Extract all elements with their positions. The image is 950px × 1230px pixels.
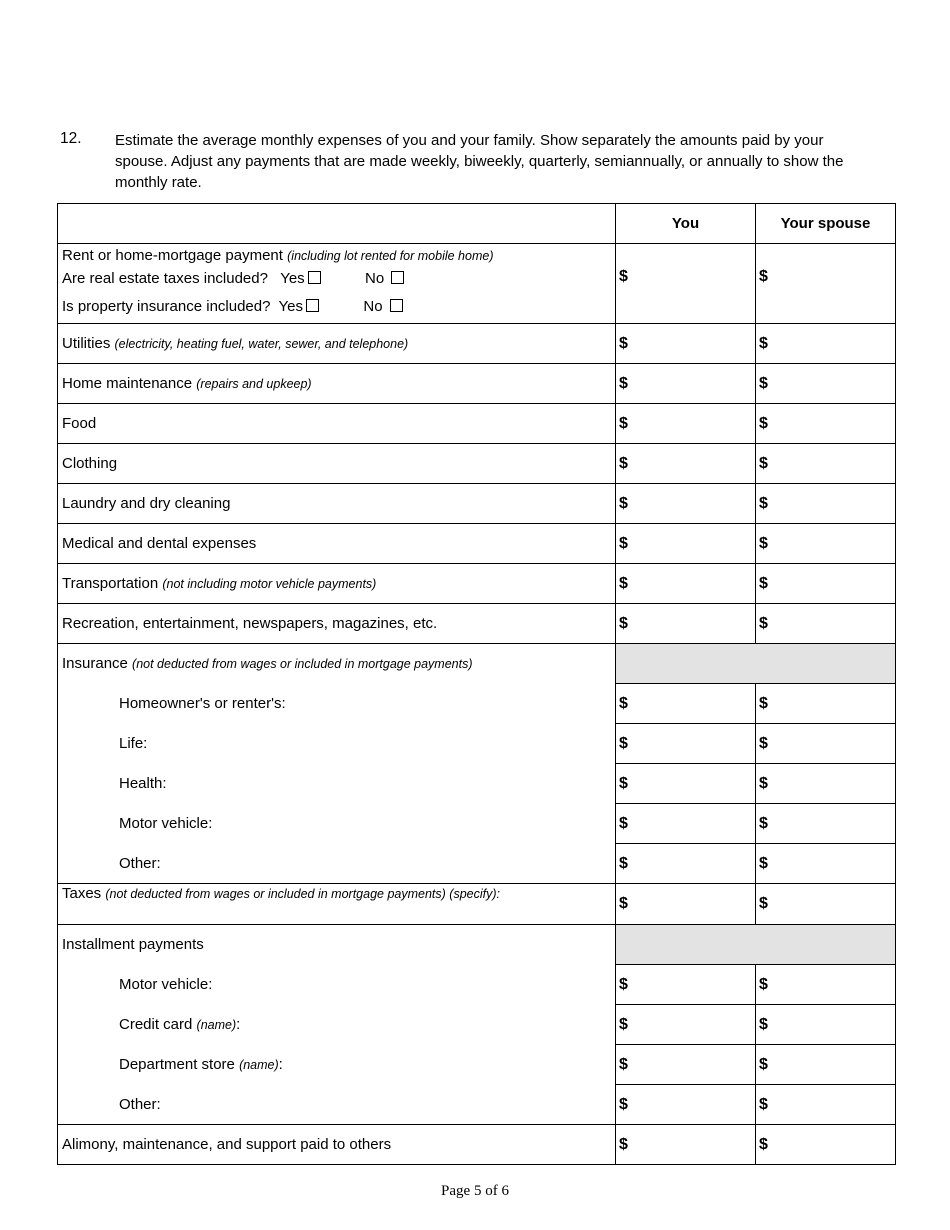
- insurance-no-label: No: [363, 298, 383, 315]
- installment-other-label: Other:: [58, 1085, 616, 1125]
- clothing-spouse-field[interactable]: $: [756, 444, 896, 484]
- taxes-no-label: No: [365, 270, 385, 287]
- table-row: [58, 884, 896, 925]
- alimony-label: Alimony, maintenance, and support paid to others: [58, 1125, 616, 1165]
- insurance-other-label: Other:: [58, 844, 616, 884]
- laundry-you-field[interactable]: $: [616, 484, 756, 524]
- installment-other-spouse-field[interactable]: $: [756, 1085, 896, 1125]
- insurance-shaded-cell: [616, 644, 896, 684]
- installment-motor-vehicle-label: Motor vehicle:: [58, 965, 616, 1005]
- header-row: [58, 204, 896, 244]
- table-row: [58, 364, 896, 404]
- insurance-life-you-field[interactable]: $: [616, 724, 756, 764]
- transportation-spouse-field[interactable]: $: [756, 564, 896, 604]
- table-row: [58, 844, 896, 884]
- medical-label: Medical and dental expenses: [58, 524, 616, 564]
- rent-note: (including lot rented for mobile home): [287, 249, 494, 263]
- clothing-you-field[interactable]: $: [616, 444, 756, 484]
- table-row: [58, 684, 896, 724]
- home-maintenance-label: Home maintenance: [62, 375, 193, 392]
- insurance-health-label: Health:: [58, 764, 616, 804]
- home-maintenance-you-field[interactable]: $: [616, 364, 756, 404]
- food-label: Food: [58, 404, 616, 444]
- recreation-spouse-field[interactable]: $: [756, 604, 896, 644]
- header-you: You: [616, 204, 756, 244]
- medical-spouse-field[interactable]: $: [756, 524, 896, 564]
- insurance-yes-label: Yes: [278, 298, 304, 315]
- credit-card-label: Credit card: [119, 1016, 193, 1033]
- department-store-name-note: (name): [239, 1058, 279, 1072]
- transportation-note: (not including motor vehicle payments): [162, 577, 377, 591]
- alimony-spouse-field[interactable]: $: [756, 1125, 896, 1165]
- credit-card-name-note: (name): [196, 1018, 237, 1032]
- installment-label: Installment payments: [58, 925, 616, 965]
- insurance-homeowner-spouse-field[interactable]: $: [756, 684, 896, 724]
- insurance-health-you-field[interactable]: $: [616, 764, 756, 804]
- insurance-no-checkbox[interactable]: [390, 299, 403, 312]
- taxes-no-checkbox[interactable]: [391, 271, 404, 284]
- question-text: Estimate the average monthly expenses of you and your family. Show separately the amounts paid by your spouse. Adjust any payments that are made weekly, biweekly, quarterly, semiannually, or annually to show the monthly rate.: [115, 132, 844, 191]
- installment-credit-card-you-field[interactable]: $: [616, 1005, 756, 1045]
- taxes-you-field[interactable]: $: [616, 884, 756, 925]
- utilities-label-cell: [58, 324, 616, 364]
- taxes-label-cell: [58, 884, 616, 925]
- taxes-note: (not deducted from wages or included in mortgage payments) (specify):: [105, 887, 500, 901]
- rent-spouse-field[interactable]: $: [756, 244, 896, 324]
- table-row: [58, 244, 896, 324]
- table-row: [58, 564, 896, 604]
- insurance-motor-vehicle-label: Motor vehicle:: [58, 804, 616, 844]
- installment-shaded-cell: [616, 925, 896, 965]
- home-maintenance-label-cell: [58, 364, 616, 404]
- food-spouse-field[interactable]: $: [756, 404, 896, 444]
- insurance-motor-vehicle-you-field[interactable]: $: [616, 804, 756, 844]
- insurance-life-spouse-field[interactable]: $: [756, 724, 896, 764]
- medical-you-field[interactable]: $: [616, 524, 756, 564]
- insurance-homeowner-you-field[interactable]: $: [616, 684, 756, 724]
- installment-department-store-label-cell: [58, 1045, 616, 1085]
- table-row: [58, 324, 896, 364]
- table-row: [58, 404, 896, 444]
- laundry-label: Laundry and dry cleaning: [58, 484, 616, 524]
- table-row: [58, 804, 896, 844]
- alimony-you-field[interactable]: $: [616, 1125, 756, 1165]
- clothing-label: Clothing: [58, 444, 616, 484]
- taxes-spouse-field[interactable]: $: [756, 884, 896, 925]
- insurance-included-question: Is property insurance included?: [62, 298, 271, 315]
- installment-motor-vehicle-spouse-field[interactable]: $: [756, 965, 896, 1005]
- laundry-spouse-field[interactable]: $: [756, 484, 896, 524]
- home-maintenance-note: (repairs and upkeep): [196, 377, 312, 391]
- table-row: [58, 604, 896, 644]
- home-maintenance-spouse-field[interactable]: $: [756, 364, 896, 404]
- credit-card-colon: :: [236, 1016, 241, 1033]
- table-row: [58, 1045, 896, 1085]
- table-row: [58, 444, 896, 484]
- insurance-life-label: Life:: [58, 724, 616, 764]
- utilities-spouse-field[interactable]: $: [756, 324, 896, 364]
- utilities-you-field[interactable]: $: [616, 324, 756, 364]
- insurance-other-you-field[interactable]: $: [616, 844, 756, 884]
- food-you-field[interactable]: $: [616, 404, 756, 444]
- insurance-homeowner-label: Homeowner's or renter's:: [58, 684, 616, 724]
- installment-motor-vehicle-you-field[interactable]: $: [616, 965, 756, 1005]
- table-row: [58, 925, 896, 965]
- insurance-note: (not deducted from wages or included in mortgage payments): [132, 657, 473, 672]
- insurance-yes-checkbox[interactable]: [306, 299, 319, 312]
- department-store-colon: :: [278, 1056, 283, 1073]
- rent-label: Rent or home-mortgage payment: [62, 247, 283, 264]
- taxes-yes-checkbox[interactable]: [308, 271, 321, 284]
- recreation-label: Recreation, entertainment, newspapers, magazines, etc.: [58, 604, 616, 644]
- taxes-yes-label: Yes: [280, 270, 305, 287]
- table-row: [58, 965, 896, 1005]
- question-number: 12.: [60, 130, 82, 147]
- table-row: [58, 724, 896, 764]
- recreation-you-field[interactable]: $: [616, 604, 756, 644]
- utilities-note: (electricity, heating fuel, water, sewer, and telephone): [114, 337, 409, 351]
- table-row: [58, 1125, 896, 1165]
- installment-credit-card-label-cell: [58, 1005, 616, 1045]
- installment-other-you-field[interactable]: $: [616, 1085, 756, 1125]
- insurance-other-spouse-field[interactable]: $: [756, 844, 896, 884]
- installment-department-store-spouse-field[interactable]: $: [756, 1045, 896, 1085]
- transportation-you-field[interactable]: $: [616, 564, 756, 604]
- table-row: [58, 1085, 896, 1125]
- header-spouse: Your spouse: [756, 204, 896, 244]
- insurance-motor-vehicle-spouse-field[interactable]: $: [756, 804, 896, 844]
- installment-credit-card-spouse-field[interactable]: $: [756, 1005, 896, 1045]
- insurance-health-spouse-field[interactable]: $: [756, 764, 896, 804]
- transportation-label-cell: [58, 564, 616, 604]
- department-store-label: Department store: [119, 1056, 235, 1073]
- taxes-label: Taxes: [62, 885, 102, 902]
- table-row: [58, 1005, 896, 1045]
- insurance-label: Insurance: [62, 655, 128, 673]
- page-number: Page 5 of 6: [441, 1183, 509, 1199]
- insurance-label-cell: [58, 644, 616, 684]
- table-row: [58, 644, 896, 684]
- table-row: [58, 524, 896, 564]
- utilities-label: Utilities: [62, 335, 111, 352]
- rent-you-field[interactable]: $: [616, 244, 756, 324]
- expenses-table: [57, 203, 896, 1165]
- rent-label-cell: [58, 244, 616, 324]
- header-blank: [58, 204, 616, 244]
- transportation-label: Transportation: [62, 575, 159, 592]
- installment-department-store-you-field[interactable]: $: [616, 1045, 756, 1085]
- table-row: [58, 484, 896, 524]
- taxes-included-question: Are real estate taxes included?: [62, 270, 268, 287]
- table-row: [58, 764, 896, 804]
